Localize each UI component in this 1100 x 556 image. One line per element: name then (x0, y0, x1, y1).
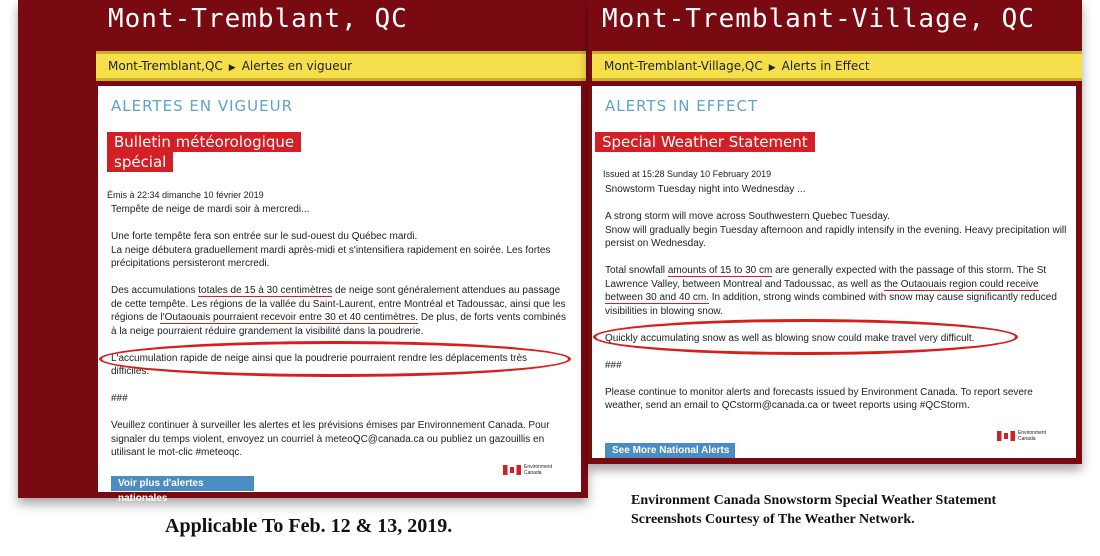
bulletin-title-line2: spécial (107, 152, 173, 172)
alert-paragraph-3: L'accumulation rapide de neige ainsi que la poudrerie pourraient rendre les déplacements très difficiles. (111, 352, 528, 377)
triangle-right-icon: ▶ (228, 63, 236, 73)
environment-canada-logo: Environment Canada (503, 464, 552, 476)
city-title: Mont-Tremblant-Village, QC (602, 4, 1035, 34)
environment-canada-logo: Environment Canada (997, 430, 1046, 442)
breadcrumb (592, 51, 1082, 81)
alert-paragraph-2: Total snowfall amounts of 15 to 30 cm are generally expected with the passage of this storm. The St Lawrence Valley, between Montreal and Tadoussac, as well as the Outaouais region could receive between 30 and 40 cm. In addition, strong winds combined with snow may cause significantly reduced visibilities in blowing snow. (605, 265, 1057, 317)
alert-headline: Snowstorm Tuesday night into Wednesday ... (605, 184, 806, 195)
alert-body (605, 183, 1067, 426)
alert-paragraph-4: Please continue to monitor alerts and forecasts issued by Environment Canada. To report severe weather, send an email to QCstorm@canada.ca or tweet reports using #QCStorm. (605, 386, 1033, 411)
alert-panel-french (18, 0, 588, 504)
annotation-circle (99, 341, 571, 377)
section-title: ALERTS IN EFFECT (605, 97, 759, 115)
alert-body (111, 203, 566, 473)
bulletin-title (107, 132, 301, 172)
section-title: ALERTES EN VIGUEUR (111, 97, 293, 115)
breadcrumb-home-link[interactable]: Mont-Tremblant-Village,QC (604, 59, 763, 73)
alert-headline: Tempête de neige de mardi soir à mercredi... (111, 204, 310, 215)
breadcrumb-current: Alerts in Effect (781, 59, 870, 73)
underlined-amount: totales de 15 à 30 centimètres (198, 285, 333, 296)
more-national-alerts-button[interactable]: Voir plus d'alertes nationales (111, 476, 254, 491)
underlined-amount: amounts of 15 to 30 cm (667, 265, 773, 276)
issued-timestamp: Issued at 15:28 Sunday 10 February 2019 (603, 169, 772, 179)
alert-paragraph-4: Veuillez continuer à surveiller les alertes et les prévisions émises par Environnement Canada. Pour signaler du temps violent, envoyez un courriel à meteoQC@canada.ca ou publiez un gazouillis en utilisant le mot-clic #meteoqc. (111, 420, 550, 458)
breadcrumb (96, 51, 586, 81)
annotation-circle (593, 319, 1018, 355)
alert-panel-english (588, 0, 1082, 464)
alert-paragraph-2: Des accumulations totales de 15 à 30 centimètres de neige sont généralement attendues au passage de cette tempête. Les régions de la vallée du Saint-Laurent, entre Montréal et Tadoussac, ainsi que les régions de l'Outaouais pourraient recevoir entre 30 et 40 centimètres. De plus, de forts vents combinés à la neige pourraient réduire grandement la visibilité dans la poudrerie. (111, 285, 566, 337)
alert-card (98, 86, 581, 504)
bulletin-title-line1: Bulletin météorologique (107, 132, 301, 152)
issued-timestamp: Émis à 22:34 dimanche 10 février 2019 (107, 190, 264, 200)
canada-flag-icon (503, 465, 521, 475)
alert-paragraph-3: Quickly accumulating snow as well as blowing snow could make travel very difficult. (605, 332, 975, 344)
underlined-region: the Outaouais region could receive between 30 and 40 cm. (605, 278, 1039, 303)
bulletin-title-line1: Special Weather Statement (595, 132, 815, 152)
caption-credit: Environment Canada Snowstorm Special Weather Statement Screenshots Courtesy of The Weather Network. (631, 493, 997, 527)
more-national-alerts-button[interactable]: See More National Alerts (605, 443, 735, 458)
alert-paragraph-1: Une forte tempête fera son entrée sur le sud-ouest du Québec mardi. La neige débutera graduellement mardi après-midi et s'intensifiera rapidement en soirée. Les fortes précipitations persisteront mercredi. (111, 231, 551, 269)
bulletin-title (595, 132, 815, 152)
alert-hashes: ### (605, 359, 622, 371)
canada-flag-icon (997, 431, 1015, 441)
alert-card (592, 86, 1076, 458)
breadcrumb-current: Alertes en vigueur (241, 59, 353, 73)
underlined-region: l'Outaouais pourraient recevoir entre 30 et 40 centimètres. (160, 312, 419, 323)
alert-paragraph-1: A strong storm will move across Southwestern Quebec Tuesday. Snow will gradually begin Tuesday afternoon and rapidly intensify in the evening. Heavy precipitation will persist on Wednesday. (605, 211, 1067, 249)
caption-date: Applicable To Feb. 12 & 13, 2019. (165, 515, 453, 537)
alert-hashes: ### (111, 393, 128, 404)
city-title: Mont-Tremblant, QC (108, 4, 408, 34)
breadcrumb-home-link[interactable]: Mont-Tremblant,QC (108, 59, 223, 73)
triangle-right-icon: ▶ (768, 63, 776, 73)
